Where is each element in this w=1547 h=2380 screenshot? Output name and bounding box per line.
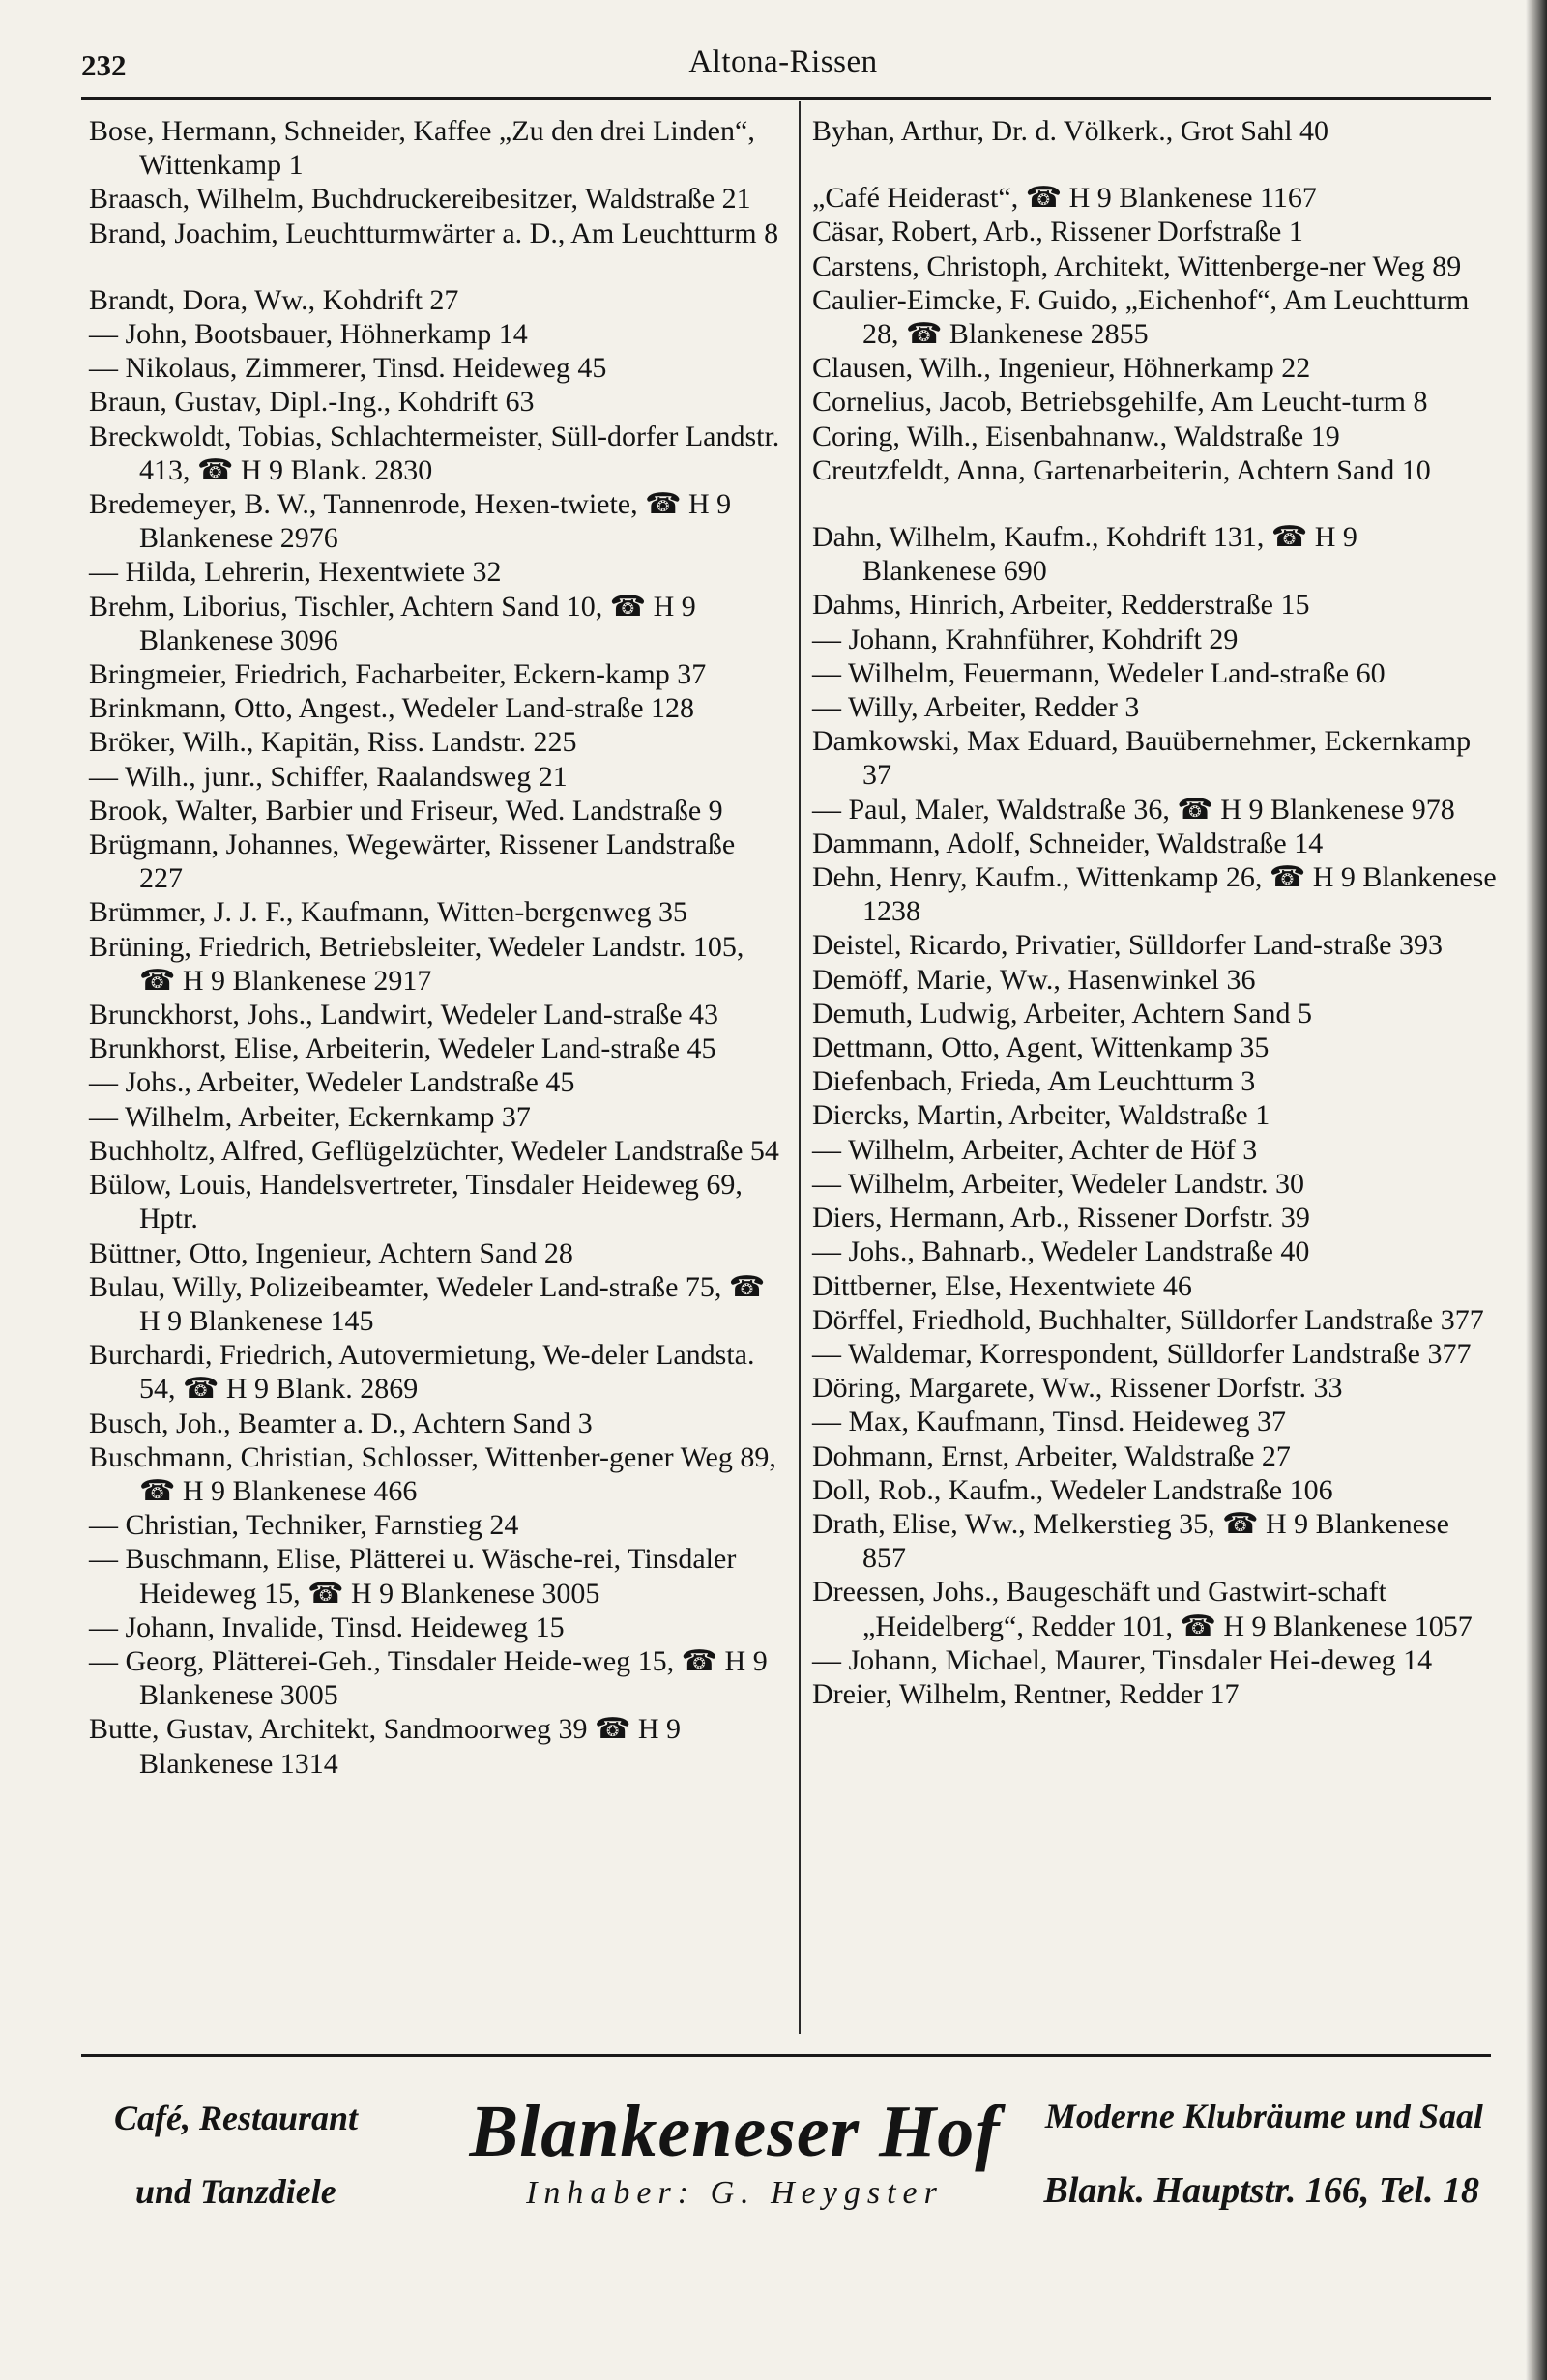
directory-entry: Bröker, Wilh., Kapitän, Riss. Landstr. 225 xyxy=(89,726,577,759)
directory-entry: Breckwoldt, Tobias, Schlachtermeister, Süll-dorfer Landstr. 413, ☎ H 9 Blank. 2830 xyxy=(89,420,780,486)
page-edge-shadow xyxy=(1526,0,1547,2380)
directory-entry: Diercks, Martin, Arbeiter, Waldstraße 1 xyxy=(812,1099,1270,1132)
directory-entry: Büttner, Otto, Ingenieur, Achtern Sand 28 xyxy=(89,1236,573,1269)
ad-left-line-1: Café, Restaurant xyxy=(114,2099,359,2137)
directory-entry: Cornelius, Jacob, Betriebsgehilfe, Am Leucht-turm 8 xyxy=(812,386,1428,419)
directory-entry: Diefenbach, Frieda, Am Leuchtturm 3 xyxy=(812,1065,1256,1098)
directory-entry: Braasch, Wilhelm, Buchdruckereibesitzer, Waldstraße 21 xyxy=(89,183,751,216)
directory-entry: — John, Bootsbauer, Höhnerkamp 14 xyxy=(89,318,528,351)
directory-entry: Dahms, Hinrich, Arbeiter, Redderstraße 15 xyxy=(812,589,1310,622)
directory-entry: — Willy, Arbeiter, Redder 3 xyxy=(812,691,1140,724)
entry-spacer xyxy=(812,148,1497,181)
directory-entry: Dehn, Henry, Kaufm., Wittenkamp 26, ☎ H 9 Blankenese 1238 xyxy=(812,861,1497,928)
directory-entry: Coring, Wilh., Eisenbahnanw., Waldstraße 19 xyxy=(812,420,1340,452)
directory-entry: Carstens, Christoph, Architekt, Wittenberge-ner Weg 89 xyxy=(812,249,1462,282)
directory-entry: — Johann, Invalide, Tinsd. Heideweg 15 xyxy=(89,1611,565,1643)
page-header xyxy=(81,43,1485,101)
directory-entry: „Café Heiderast“, ☎ H 9 Blankenese 1167 xyxy=(812,182,1317,215)
directory-entry: Braun, Gustav, Dipl.-Ing., Kohdrift 63 xyxy=(89,386,535,419)
directory-entry: Dreessen, Johs., Baugeschäft und Gastwirt-schaft „Heidelberg“, Redder 101, ☎ H 9 Blankenese 1057 xyxy=(812,1576,1473,1642)
entry-spacer xyxy=(812,487,1497,520)
directory-entry: Brunckhorst, Johs., Landwirt, Wedeler Land-straße 43 xyxy=(89,999,719,1031)
directory-entry: Byhan, Arthur, Dr. d. Völkerk., Grot Sahl 40 xyxy=(812,115,1329,147)
directory-entry: Brümmer, J. J. F., Kaufmann, Witten-bergenweg 35 xyxy=(89,896,687,929)
directory-entry: Dörffel, Friedhold, Buchhalter, Sülldorfer Landstraße 377 xyxy=(812,1303,1484,1336)
directory-entry: Caulier-Eimcke, F. Guido, „Eichenhof“, Am Leuchtturm 28, ☎ Blankenese 2855 xyxy=(812,283,1470,351)
ad-right-line-1: Moderne Klubräume und Saal xyxy=(1044,2097,1483,2135)
directory-entry: Demöff, Marie, Ww., Hasenwinkel 36 xyxy=(812,963,1256,996)
directory-entry: — Wilhelm, Feuermann, Wedeler Land-straße 60 xyxy=(812,656,1386,689)
directory-entry: Diers, Hermann, Arb., Rissener Dorfstr. 39 xyxy=(812,1202,1310,1234)
directory-entry: Brook, Walter, Barbier und Friseur, Wed. Landstraße 9 xyxy=(89,794,723,827)
directory-entry: Drath, Elise, Ww., Melkerstieg 35, ☎ H 9 Blankenese 857 xyxy=(812,1507,1449,1575)
running-head: Altona-Rissen xyxy=(688,44,878,79)
directory-entry: Brüning, Friedrich, Betriebsleiter, Wedeler Landstr. 105, ☎ H 9 Blankenese 2917 xyxy=(89,930,744,997)
left-column xyxy=(89,114,781,1781)
directory-entry: Brandt, Dora, Ww., Kohdrift 27 xyxy=(89,283,459,316)
directory-entry: Bringmeier, Friedrich, Facharbeiter, Eckern-kamp 37 xyxy=(89,658,707,691)
directory-entry: — Nikolaus, Zimmerer, Tinsd. Heideweg 45 xyxy=(89,352,607,385)
directory-entry: Brehm, Liborius, Tischler, Achtern Sand 10, ☎ H 9 Blankenese 3096 xyxy=(89,590,696,656)
directory-entry: Brinkmann, Otto, Angest., Wedeler Land-straße 128 xyxy=(89,692,695,725)
directory-entry: — Johann, Krahnführer, Kohdrift 29 xyxy=(812,623,1239,655)
directory-entry: Creutzfeldt, Anna, Gartenarbeiterin, Achtern Sand 10 xyxy=(812,453,1431,486)
directory-entry: Butte, Gustav, Architekt, Sandmoorweg 39 ☎ H 9 Blankenese 1314 xyxy=(89,1713,682,1780)
directory-entry: Bredemeyer, B. W., Tannenrode, Hexen-twiete, ☎ H 9 Blankenese 2976 xyxy=(89,488,732,555)
directory-entry: Dreier, Wilhelm, Rentner, Redder 17 xyxy=(812,1677,1240,1710)
directory-entry: Busch, Joh., Beamter a. D., Achtern Sand 3 xyxy=(89,1407,593,1439)
directory-entry: — Johs., Arbeiter, Wedeler Landstraße 45 xyxy=(89,1066,575,1099)
directory-entry: Dammann, Adolf, Schneider, Waldstraße 14 xyxy=(812,827,1324,859)
directory-entry: Bose, Hermann, Schneider, Kaffee „Zu den drei Linden“, Wittenkamp 1 xyxy=(89,115,755,182)
directory-entry: — Christian, Techniker, Farnstieg 24 xyxy=(89,1509,519,1542)
directory-entry: Dittberner, Else, Hexentwiete 46 xyxy=(812,1269,1192,1302)
right-column xyxy=(812,114,1497,1711)
directory-entry: Burchardi, Friedrich, Autovermietung, We-deler Landsta. 54, ☎ H 9 Blank. 2869 xyxy=(89,1339,755,1406)
directory-entry: Brunkhorst, Elise, Arbeiterin, Wedeler Land-straße 45 xyxy=(89,1032,716,1065)
directory-entry: — Waldemar, Korrespondent, Sülldorfer Landstraße 377 xyxy=(812,1337,1472,1370)
directory-entry: — Buschmann, Elise, Plätterei u. Wäsche-rei, Tinsdaler Heideweg 15, ☎ H 9 Blankenese 3005 xyxy=(89,1543,737,1610)
entry-spacer xyxy=(89,250,781,283)
directory-entry: Deistel, Ricardo, Privatier, Sülldorfer Land-straße 393 xyxy=(812,929,1443,962)
directory-entry: Demuth, Ludwig, Arbeiter, Achtern Sand 5 xyxy=(812,997,1313,1030)
directory-entry: — Johs., Bahnarb., Wedeler Landstraße 40 xyxy=(812,1235,1310,1268)
directory-entry: Buschmann, Christian, Schlosser, Wittenber-gener Weg 89, ☎ H 9 Blankenese 466 xyxy=(89,1440,776,1507)
directory-entry: Bulau, Willy, Polizeibeamter, Wedeler Land-straße 75, ☎ H 9 Blankenese 145 xyxy=(89,1270,766,1337)
directory-entry: — Max, Kaufmann, Tinsd. Heideweg 37 xyxy=(812,1406,1286,1438)
directory-entry: — Wilhelm, Arbeiter, Wedeler Landstr. 30 xyxy=(812,1167,1304,1200)
column-divider xyxy=(799,101,801,2034)
page-number: 232 xyxy=(81,48,127,82)
advertisement xyxy=(81,2069,1493,2243)
directory-entry: — Georg, Plätterei-Geh., Tinsdaler Heide-weg 15, ☎ H 9 Blankenese 3005 xyxy=(89,1644,768,1712)
directory-entry: — Paul, Maler, Waldstraße 36, ☎ H 9 Blankenese 978 xyxy=(812,793,1455,826)
directory-entry: — Wilh., junr., Schiffer, Raalandsweg 21 xyxy=(89,760,568,793)
directory-entry: Bülow, Louis, Handelsvertreter, Tinsdaler Heideweg 69, Hptr. xyxy=(89,1169,743,1235)
directory-entry: Clausen, Wilh., Ingenieur, Höhnerkamp 22 xyxy=(812,352,1311,385)
directory-entry: Cäsar, Robert, Arb., Rissener Dorfstraße 1 xyxy=(812,216,1303,248)
directory-entry: Dohmann, Ernst, Arbeiter, Waldstraße 27 xyxy=(812,1439,1291,1472)
directory-entry: Dahn, Wilhelm, Kaufm., Kohdrift 131, ☎ H 9 Blankenese 690 xyxy=(812,521,1357,588)
directory-entry: — Johann, Michael, Maurer, Tinsdaler Hei-deweg 14 xyxy=(812,1643,1433,1676)
directory-entry: Damkowski, Max Eduard, Bauübernehmer, Eckernkamp 37 xyxy=(812,725,1472,792)
directory-entry: — Hilda, Lehrerin, Hexentwiete 32 xyxy=(89,556,502,589)
directory-entry: Döring, Margarete, Ww., Rissener Dorfstr. 33 xyxy=(812,1372,1343,1405)
header-rule xyxy=(81,97,1491,100)
footer-rule xyxy=(81,2054,1491,2057)
ad-owner: Inhaber: G. Heygster xyxy=(526,2175,944,2211)
directory-entry: Doll, Rob., Kaufm., Wedeler Landstraße 106 xyxy=(812,1473,1333,1506)
directory-entry: — Wilhelm, Arbeiter, Achter de Höf 3 xyxy=(812,1133,1258,1166)
ad-left-line-2: und Tanzdiele xyxy=(135,2172,336,2211)
directory-entry: — Wilhelm, Arbeiter, Eckernkamp 37 xyxy=(89,1100,531,1133)
directory-entry: Brügmann, Johannes, Wegewärter, Rissener Landstraße 227 xyxy=(89,828,736,895)
directory-entry: Buchholtz, Alfred, Geflügelzüchter, Wedeler Landstraße 54 xyxy=(89,1134,779,1167)
directory-entry: Brand, Joachim, Leuchtturmwärter a. D., Am Leuchtturm 8 xyxy=(89,217,779,249)
ad-title: Blankeneser Hof xyxy=(469,2091,1001,2172)
directory-entry: Dettmann, Otto, Agent, Wittenkamp 35 xyxy=(812,1031,1270,1064)
ad-right-line-2: Blank. Hauptstr. 166, Tel. 18 xyxy=(1043,2170,1479,2211)
